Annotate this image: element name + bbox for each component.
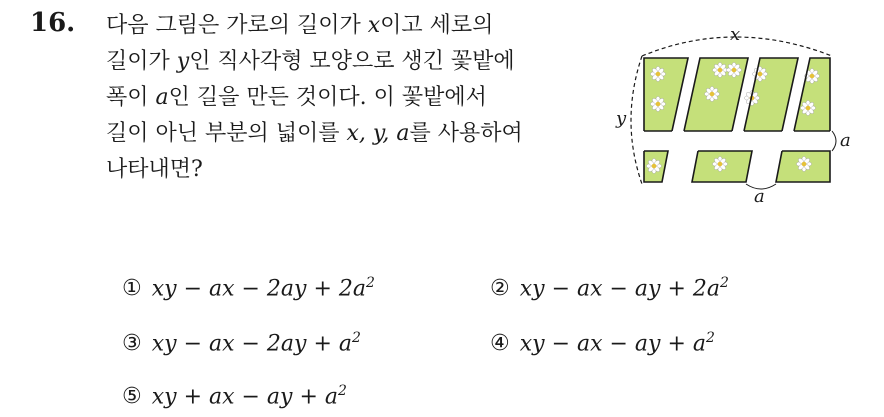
question-line-5: 나타내면? <box>106 157 203 182</box>
choice-5[interactable]: ⑤ xy + ax − ay + $a^2$ <box>122 383 347 410</box>
label-a-right: a <box>840 130 851 151</box>
question-number: 16. <box>30 8 76 38</box>
height-dimension-arc <box>631 56 642 184</box>
label-x: x <box>730 26 741 45</box>
choice-2[interactable]: ② xy − ax − ay + $2a^2$ <box>490 275 729 302</box>
question-line-3: 폭이 a인 길을 만든 것이다. 이 꽃밭에서 <box>106 85 487 110</box>
choice-3[interactable]: ③ xy − ax − $2ay + a^2$ <box>122 330 361 357</box>
question-line-1: 다음 그림은 가로의 길이가 x이고 세로의 <box>106 13 494 38</box>
garden-figure <box>614 26 858 208</box>
choice-1[interactable]: ① xy − ax − $2ay + 2a^2$ <box>122 275 375 302</box>
road-width-marker-right <box>832 131 836 151</box>
question-text <box>106 8 606 188</box>
label-a-bottom: a <box>754 186 765 207</box>
question-line-4: 길이 아닌 부분의 넓이를 x, y, a를 사용하여 <box>106 121 523 146</box>
question-line-2: 길이가 y인 직사각형 모양으로 생긴 꽃밭에 <box>106 49 515 74</box>
label-y: y <box>616 108 627 129</box>
choice-4[interactable]: ④ xy − ax − ay + $a^2$ <box>490 330 715 357</box>
